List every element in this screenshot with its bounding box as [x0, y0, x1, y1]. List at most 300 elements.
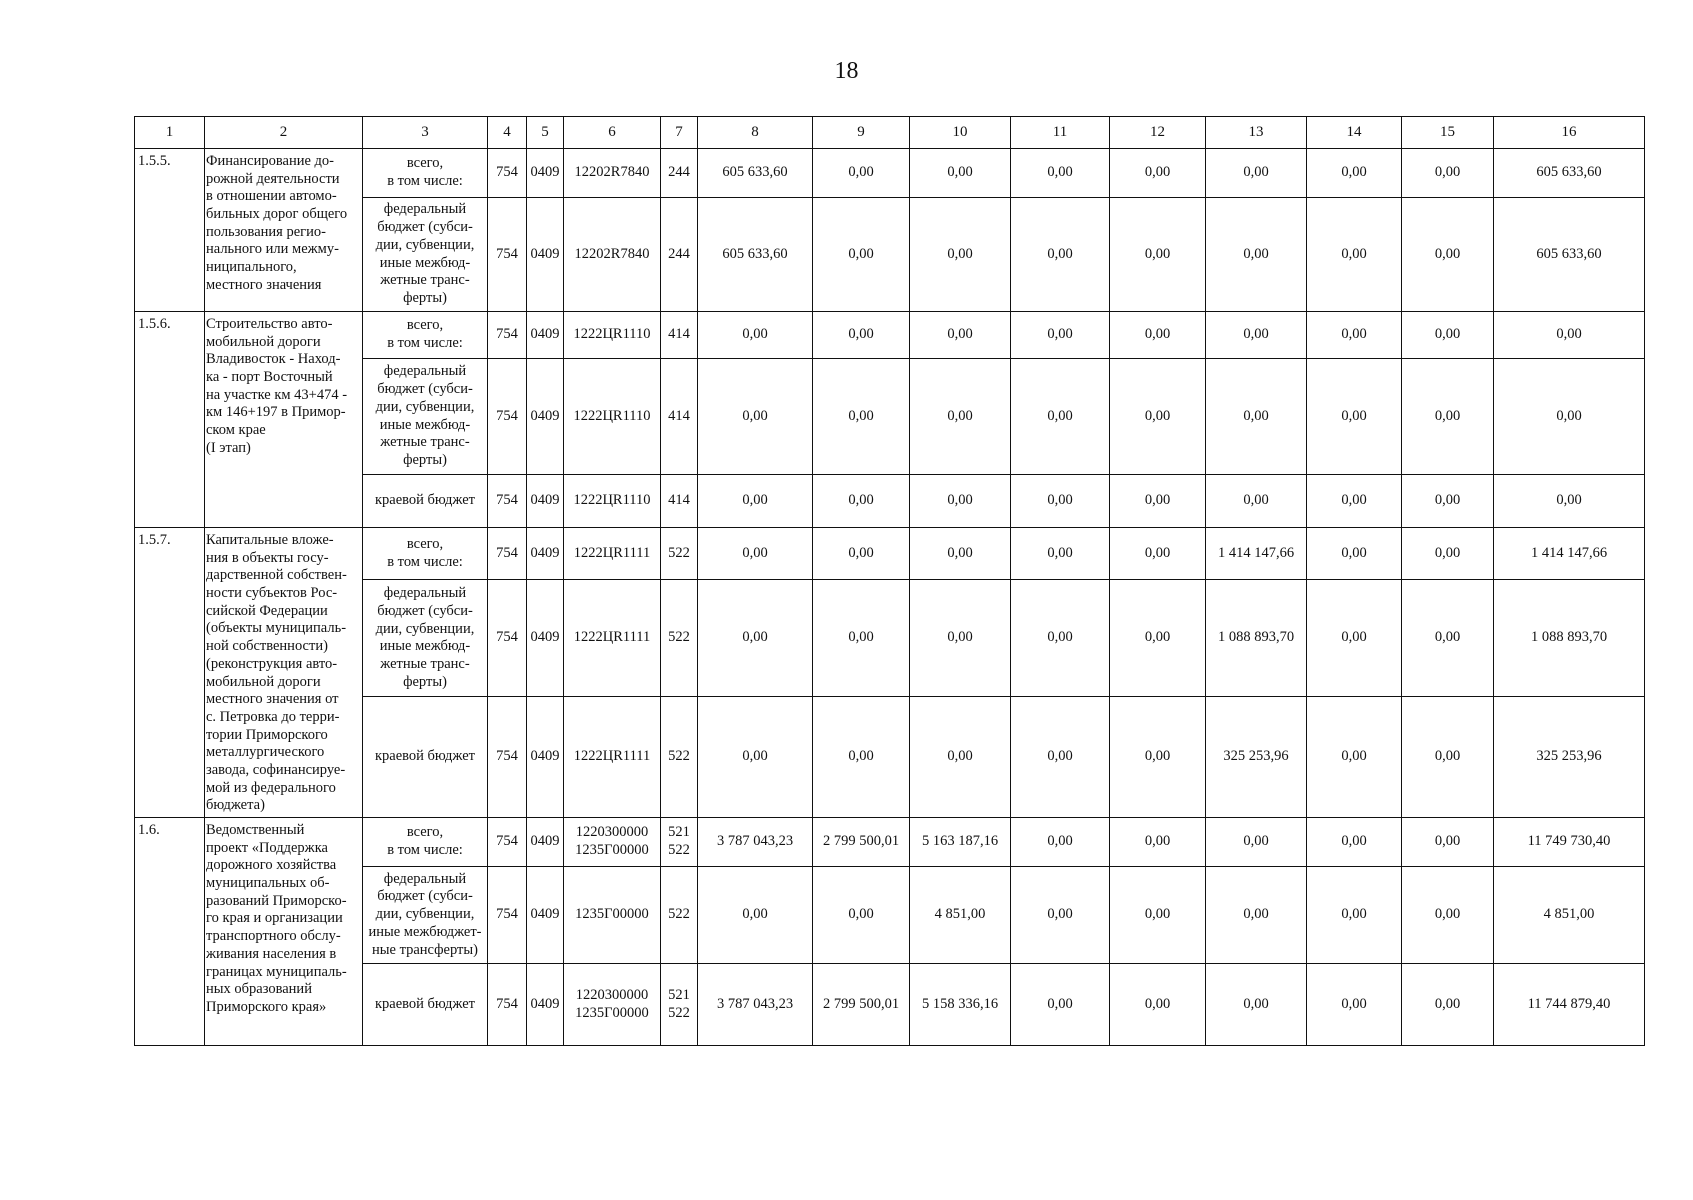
amount-cell — [1110, 475, 1206, 528]
amount-cell — [1110, 964, 1206, 1046]
grbs-code — [488, 964, 527, 1046]
amount-cell — [910, 475, 1011, 528]
amount-cell-text: 11 744 879,40 — [1527, 995, 1611, 1012]
item-name-text: Финансирование до- рожной деятельности в отношении автомо- бильных дорог общего пользования регио- нального или межму- ниципального, местного значения — [206, 153, 348, 293]
funding-source-text: федеральный бюджет (субси- дии, субвенции, иные межбюд- жетные транс- ферты) — [375, 201, 475, 306]
amount-cell — [910, 149, 1011, 198]
table-row — [135, 149, 1645, 198]
amount-cell-text: 3 787 043,23 — [716, 833, 794, 850]
section-code — [527, 964, 564, 1046]
item-number-text: 1.5.6. — [138, 316, 171, 332]
amount-cell — [813, 697, 910, 818]
section-code — [527, 149, 564, 198]
grbs-code — [488, 149, 527, 198]
amount-cell-text: 605 633,60 — [1536, 164, 1602, 181]
amount-cell-text: 0,00 — [947, 326, 973, 343]
amount-cell-text: 0,00 — [1434, 164, 1461, 181]
amount-cell-text: 11 749 730,40 — [1527, 833, 1611, 850]
amount-cell — [1011, 867, 1110, 964]
grbs-code-text: 754 — [496, 326, 518, 343]
section-code-text: 0409 — [530, 833, 560, 850]
amount-cell-text: 605 633,60 — [722, 245, 788, 262]
expense-type-code-line: 414 — [668, 492, 690, 509]
section-code-text: 0409 — [530, 164, 560, 181]
amount-cell-text: 0,00 — [1243, 906, 1269, 923]
expense-type-code — [661, 697, 698, 818]
amount-cell — [1206, 964, 1307, 1046]
section-code — [527, 312, 564, 359]
section-code — [527, 359, 564, 475]
amount-cell-text: 0,00 — [1341, 245, 1367, 262]
grbs-code-text: 754 — [496, 544, 518, 561]
amount-cell-text: 4 851,00 — [1543, 906, 1595, 923]
amount-cell-text: 0,00 — [1434, 629, 1461, 646]
amount-cell — [1011, 580, 1110, 697]
amount-cell-text: 0,00 — [1047, 164, 1073, 181]
budget-table — [134, 116, 1645, 1046]
amount-cell-text: 0,00 — [1341, 164, 1367, 181]
item-name — [205, 149, 363, 312]
amount-cell-text: 0,00 — [742, 629, 768, 646]
target-article-code-line: 1235Г00000 — [575, 1004, 649, 1021]
amount-cell-text: 0,00 — [1341, 407, 1367, 424]
amount-cell-text: 4 851,00 — [934, 906, 986, 923]
amount-cell-text: 0,00 — [1434, 995, 1461, 1012]
grbs-code-text: 754 — [496, 492, 518, 509]
amount-cell — [1011, 149, 1110, 198]
header-cell: 2 — [205, 117, 363, 149]
amount-cell-text: 5 158 336,16 — [921, 995, 999, 1012]
table-row — [135, 818, 1645, 867]
amount-cell-text: 0,00 — [848, 748, 874, 765]
amount-cell — [1011, 359, 1110, 475]
funding-source — [363, 964, 488, 1046]
amount-cell — [698, 867, 813, 964]
section-code-text: 0409 — [530, 544, 560, 561]
amount-cell — [813, 528, 910, 580]
target-article-code-line: 1235Г00000 — [575, 906, 649, 923]
amount-cell — [813, 359, 910, 475]
amount-cell-text: 0,00 — [1434, 407, 1461, 424]
target-article-code — [564, 818, 661, 867]
amount-cell-text: 0,00 — [1047, 833, 1073, 850]
header-cell: 3 — [363, 117, 488, 149]
expense-type-code-line: 521 — [668, 986, 690, 1003]
amount-cell — [1494, 867, 1645, 964]
amount-cell — [813, 964, 910, 1046]
target-article-code-line: 1220300000 — [575, 986, 649, 1003]
expense-type-code-line: 244 — [668, 245, 690, 262]
amount-cell-text: 0,00 — [947, 407, 973, 424]
section-code-text: 0409 — [530, 629, 560, 646]
item-name — [205, 818, 363, 1046]
amount-cell — [1011, 312, 1110, 359]
amount-cell-text: 0,00 — [1144, 164, 1171, 181]
amount-cell — [1011, 475, 1110, 528]
amount-cell — [1206, 198, 1307, 312]
expense-type-code — [661, 149, 698, 198]
amount-cell — [1307, 964, 1402, 1046]
funding-source — [363, 312, 488, 359]
header-cell: 8 — [698, 117, 813, 149]
amount-cell — [1402, 867, 1494, 964]
header-row — [135, 117, 1645, 149]
amount-cell — [1011, 818, 1110, 867]
amount-cell-text: 325 253,96 — [1536, 748, 1602, 765]
amount-cell-text: 0,00 — [1047, 492, 1073, 509]
amount-cell-text: 0,00 — [848, 164, 874, 181]
section-code — [527, 697, 564, 818]
amount-cell — [1494, 697, 1645, 818]
header-cell: 7 — [661, 117, 698, 149]
amount-cell — [813, 867, 910, 964]
amount-cell — [813, 475, 910, 528]
amount-cell — [1206, 697, 1307, 818]
grbs-code-text: 754 — [496, 748, 518, 765]
funding-source — [363, 580, 488, 697]
amount-cell — [813, 198, 910, 312]
amount-cell-text: 0,00 — [1144, 492, 1171, 509]
amount-cell-text: 0,00 — [848, 629, 874, 646]
target-article-code — [564, 867, 661, 964]
item-name — [205, 528, 363, 818]
amount-cell-text: 0,00 — [1047, 544, 1073, 561]
amount-cell-text: 0,00 — [1434, 544, 1461, 561]
amount-cell — [1206, 149, 1307, 198]
amount-cell-text: 2 799 500,01 — [822, 995, 900, 1012]
header-cell: 9 — [813, 117, 910, 149]
amount-cell-text: 5 163 187,16 — [921, 833, 999, 850]
amount-cell — [1402, 964, 1494, 1046]
target-article-code-line: 1235Г00000 — [575, 842, 649, 858]
amount-cell — [1110, 359, 1206, 475]
amount-cell — [1494, 818, 1645, 867]
amount-cell — [1206, 359, 1307, 475]
amount-cell-text: 0,00 — [1144, 407, 1171, 424]
expense-type-code — [661, 528, 698, 580]
amount-cell-text: 0,00 — [848, 544, 874, 561]
amount-cell-text: 0,00 — [1341, 906, 1367, 923]
amount-cell-text: 0,00 — [947, 629, 973, 646]
section-code-text: 0409 — [530, 245, 560, 262]
amount-cell-text: 0,00 — [848, 326, 874, 343]
amount-cell-text: 0,00 — [1243, 833, 1269, 850]
amount-cell — [1110, 198, 1206, 312]
grbs-code — [488, 818, 527, 867]
header-cell: 11 — [1011, 117, 1110, 149]
section-code-text: 0409 — [530, 748, 560, 765]
grbs-code — [488, 312, 527, 359]
expense-type-code-line: 522 — [668, 544, 690, 561]
section-code — [527, 198, 564, 312]
amount-cell — [1110, 867, 1206, 964]
header-cell: 6 — [564, 117, 661, 149]
amount-cell — [1307, 475, 1402, 528]
funding-source — [363, 359, 488, 475]
header-cell: 1 — [135, 117, 205, 149]
amount-cell-text: 0,00 — [947, 245, 973, 262]
target-article-code-line: 1222ЦR1111 — [573, 544, 651, 561]
amount-cell-text: 0,00 — [1144, 748, 1171, 765]
amount-cell-text: 605 633,60 — [722, 164, 788, 181]
grbs-code — [488, 359, 527, 475]
target-article-code — [564, 149, 661, 198]
amount-cell — [698, 964, 813, 1046]
expense-type-code-line: 522 — [668, 1004, 690, 1021]
funding-source-text: всего, в том числе: — [387, 317, 463, 351]
amount-cell-text: 0,00 — [1341, 995, 1367, 1012]
target-article-code-line: 12202R7840 — [574, 164, 650, 181]
amount-cell — [1402, 818, 1494, 867]
amount-cell-text: 0,00 — [1047, 407, 1073, 424]
amount-cell — [698, 312, 813, 359]
section-code-text: 0409 — [530, 326, 560, 343]
header-cell: 5 — [527, 117, 564, 149]
amount-cell-text: 0,00 — [1434, 245, 1461, 262]
amount-cell-text: 0,00 — [1144, 906, 1171, 923]
amount-cell — [698, 697, 813, 818]
section-code — [527, 580, 564, 697]
section-code — [527, 867, 564, 964]
amount-cell — [1110, 697, 1206, 818]
header-cell: 16 — [1494, 117, 1645, 149]
section-code — [527, 818, 564, 867]
page-number: 18 — [834, 58, 859, 84]
funding-source-text: федеральный бюджет (субси- дии, субвенции, иные межбюд- жетные транс- ферты) — [375, 585, 475, 690]
target-article-code — [564, 697, 661, 818]
item-name-text: Капитальные вложе- ния в объекты госу- дарственной собствен- ности субъектов Рос- сийской Федерации (объекты муниципаль- ной собственности) (реконструкция авто- мобильной дороги местного значения от с. Петровка до терри- тории Приморского металлургического завода, софинансируе- мой из федерального бюджета) — [206, 532, 347, 814]
amount-cell — [1307, 867, 1402, 964]
amount-cell-text: 0,00 — [742, 544, 768, 561]
target-article-code — [564, 475, 661, 528]
grbs-code-text: 754 — [496, 833, 518, 850]
amount-cell — [1402, 475, 1494, 528]
amount-cell-text: 0,00 — [742, 326, 768, 343]
header-cell: 12 — [1110, 117, 1206, 149]
expense-type-code — [661, 312, 698, 359]
amount-cell-text: 0,00 — [1434, 326, 1461, 343]
amount-cell — [910, 818, 1011, 867]
amount-cell-text: 0,00 — [1144, 629, 1171, 646]
item-number-text: 1.5.5. — [138, 153, 171, 169]
amount-cell — [1110, 312, 1206, 359]
target-article-code-line: 1222ЦR1110 — [573, 407, 651, 424]
amount-cell — [1307, 697, 1402, 818]
expense-type-code — [661, 867, 698, 964]
funding-source — [363, 697, 488, 818]
amount-cell-text: 0,00 — [947, 748, 973, 765]
target-article-code-line: 1222ЦR1110 — [573, 326, 651, 343]
amount-cell — [1494, 312, 1645, 359]
amount-cell-text: 0,00 — [848, 407, 874, 424]
item-number — [135, 312, 205, 528]
header-cell: 13 — [1206, 117, 1307, 149]
amount-cell — [1011, 198, 1110, 312]
amount-cell — [1206, 312, 1307, 359]
amount-cell — [1307, 580, 1402, 697]
amount-cell — [1011, 528, 1110, 580]
item-number — [135, 149, 205, 312]
amount-cell-text: 0,00 — [1341, 629, 1367, 646]
expense-type-code-line: 522 — [668, 906, 690, 923]
item-number — [135, 528, 205, 818]
amount-cell-text: 0,00 — [1243, 492, 1269, 509]
amount-cell — [813, 580, 910, 697]
target-article-code-line: 1220300000 — [575, 824, 649, 841]
amount-cell-text: 0,00 — [1144, 544, 1171, 561]
amount-cell — [1307, 198, 1402, 312]
amount-cell — [1206, 475, 1307, 528]
amount-cell — [1110, 149, 1206, 198]
amount-cell-text: 0,00 — [1341, 492, 1367, 509]
section-code-text: 0409 — [530, 407, 560, 424]
section-code — [527, 528, 564, 580]
funding-source-text: краевой бюджет — [375, 748, 475, 765]
funding-source — [363, 818, 488, 867]
amount-cell — [910, 580, 1011, 697]
target-article-code-line: 1222ЦR1110 — [573, 492, 651, 509]
amount-cell-text: 0,00 — [1556, 407, 1582, 424]
target-article-code — [564, 312, 661, 359]
amount-cell — [1206, 528, 1307, 580]
amount-cell-text: 0,00 — [1144, 245, 1171, 262]
amount-cell-text: 0,00 — [848, 245, 874, 262]
expense-type-code-line: 414 — [668, 407, 690, 424]
amount-cell — [1494, 198, 1645, 312]
amount-cell-text: 0,00 — [742, 492, 768, 509]
amount-cell-text: 0,00 — [1434, 748, 1461, 765]
amount-cell-text: 0,00 — [1243, 995, 1269, 1012]
amount-cell-text: 0,00 — [1243, 164, 1269, 181]
header-cell: 4 — [488, 117, 527, 149]
funding-source-text: краевой бюджет — [375, 995, 475, 1012]
amount-cell — [1110, 818, 1206, 867]
item-name-text: Строительство авто- мобильной дороги Владивосток - Наход- ка - порт Восточный на участке км 43+474 - км 146+197 в Примор- ском крае (I этап) — [206, 316, 348, 456]
grbs-code — [488, 475, 527, 528]
amount-cell-text: 0,00 — [1434, 492, 1461, 509]
item-number-text: 1.6. — [138, 822, 160, 838]
amount-cell-text: 0,00 — [1243, 407, 1269, 424]
grbs-code — [488, 580, 527, 697]
header-cell: 14 — [1307, 117, 1402, 149]
amount-cell — [1110, 580, 1206, 697]
grbs-code-text: 754 — [496, 995, 518, 1012]
funding-source-text: всего, в том числе: — [387, 155, 463, 189]
amount-cell — [1110, 528, 1206, 580]
amount-cell — [910, 697, 1011, 818]
amount-cell — [1011, 964, 1110, 1046]
expense-type-code — [661, 198, 698, 312]
funding-source — [363, 198, 488, 312]
section-code-text: 0409 — [530, 906, 560, 923]
grbs-code-text: 754 — [496, 906, 518, 923]
amount-cell — [1402, 312, 1494, 359]
target-article-code-line: 1222ЦR1111 — [573, 748, 651, 765]
table-row — [135, 528, 1645, 580]
funding-source — [363, 528, 488, 580]
amount-cell-text: 0,00 — [947, 492, 973, 509]
amount-cell — [910, 528, 1011, 580]
amount-cell — [1307, 528, 1402, 580]
amount-cell — [910, 867, 1011, 964]
funding-source-text: федеральный бюджет (субси- дии, субвенции, иные межбюд- жетные транс- ферты) — [375, 363, 475, 468]
expense-type-code — [661, 580, 698, 697]
grbs-code-text: 754 — [496, 629, 518, 646]
target-article-code — [564, 580, 661, 697]
item-number — [135, 818, 205, 1046]
amount-cell — [1206, 818, 1307, 867]
expense-type-code — [661, 964, 698, 1046]
funding-source — [363, 475, 488, 528]
amount-cell — [1307, 359, 1402, 475]
expense-type-code-line: 522 — [668, 629, 690, 646]
amount-cell-text: 0,00 — [1144, 833, 1171, 850]
amount-cell — [698, 149, 813, 198]
funding-source — [363, 867, 488, 964]
amount-cell-text: 605 633,60 — [1536, 245, 1602, 262]
amount-cell — [1494, 580, 1645, 697]
grbs-code — [488, 528, 527, 580]
item-number-text: 1.5.7. — [138, 532, 171, 548]
expense-type-code — [661, 818, 698, 867]
amount-cell-text: 0,00 — [1556, 326, 1582, 343]
expense-type-code-line: 244 — [668, 164, 690, 181]
amount-cell-text: 3 787 043,23 — [716, 995, 794, 1012]
funding-source-text: краевой бюджет — [375, 492, 475, 509]
target-article-code — [564, 198, 661, 312]
amount-cell — [1206, 580, 1307, 697]
amount-cell — [1494, 964, 1645, 1046]
funding-source-text: всего, в том числе: — [387, 824, 463, 858]
target-article-code — [564, 528, 661, 580]
amount-cell — [1011, 697, 1110, 818]
amount-cell — [1494, 475, 1645, 528]
header-cell: 15 — [1402, 117, 1494, 149]
amount-cell — [1402, 149, 1494, 198]
expense-type-code-line: 521 — [668, 824, 690, 841]
amount-cell-text: 1 414 147,66 — [1217, 544, 1295, 561]
amount-cell — [910, 359, 1011, 475]
amount-cell-text: 0,00 — [1047, 995, 1073, 1012]
amount-cell — [1402, 697, 1494, 818]
amount-cell-text: 0,00 — [848, 492, 874, 509]
grbs-code-text: 754 — [496, 245, 518, 262]
amount-cell — [1402, 359, 1494, 475]
amount-cell-text: 0,00 — [947, 544, 973, 561]
amount-cell-text: 0,00 — [947, 164, 973, 181]
amount-cell-text: 0,00 — [1243, 245, 1269, 262]
amount-cell-text: 325 253,96 — [1223, 748, 1289, 765]
section-code — [527, 475, 564, 528]
expense-type-code-line: 522 — [668, 748, 690, 765]
amount-cell-text: 0,00 — [1434, 906, 1461, 923]
amount-cell-text: 0,00 — [1047, 906, 1073, 923]
amount-cell — [1206, 867, 1307, 964]
amount-cell — [1494, 149, 1645, 198]
amount-cell — [698, 818, 813, 867]
grbs-code — [488, 198, 527, 312]
amount-cell — [813, 312, 910, 359]
amount-cell-text: 0,00 — [1556, 492, 1582, 509]
amount-cell — [1307, 149, 1402, 198]
amount-cell-text: 0,00 — [1341, 748, 1367, 765]
amount-cell — [910, 964, 1011, 1046]
amount-cell-text: 0,00 — [1243, 326, 1269, 343]
grbs-code — [488, 867, 527, 964]
amount-cell — [1307, 818, 1402, 867]
expense-type-code-line: 414 — [668, 326, 690, 343]
section-code-text: 0409 — [530, 492, 560, 509]
